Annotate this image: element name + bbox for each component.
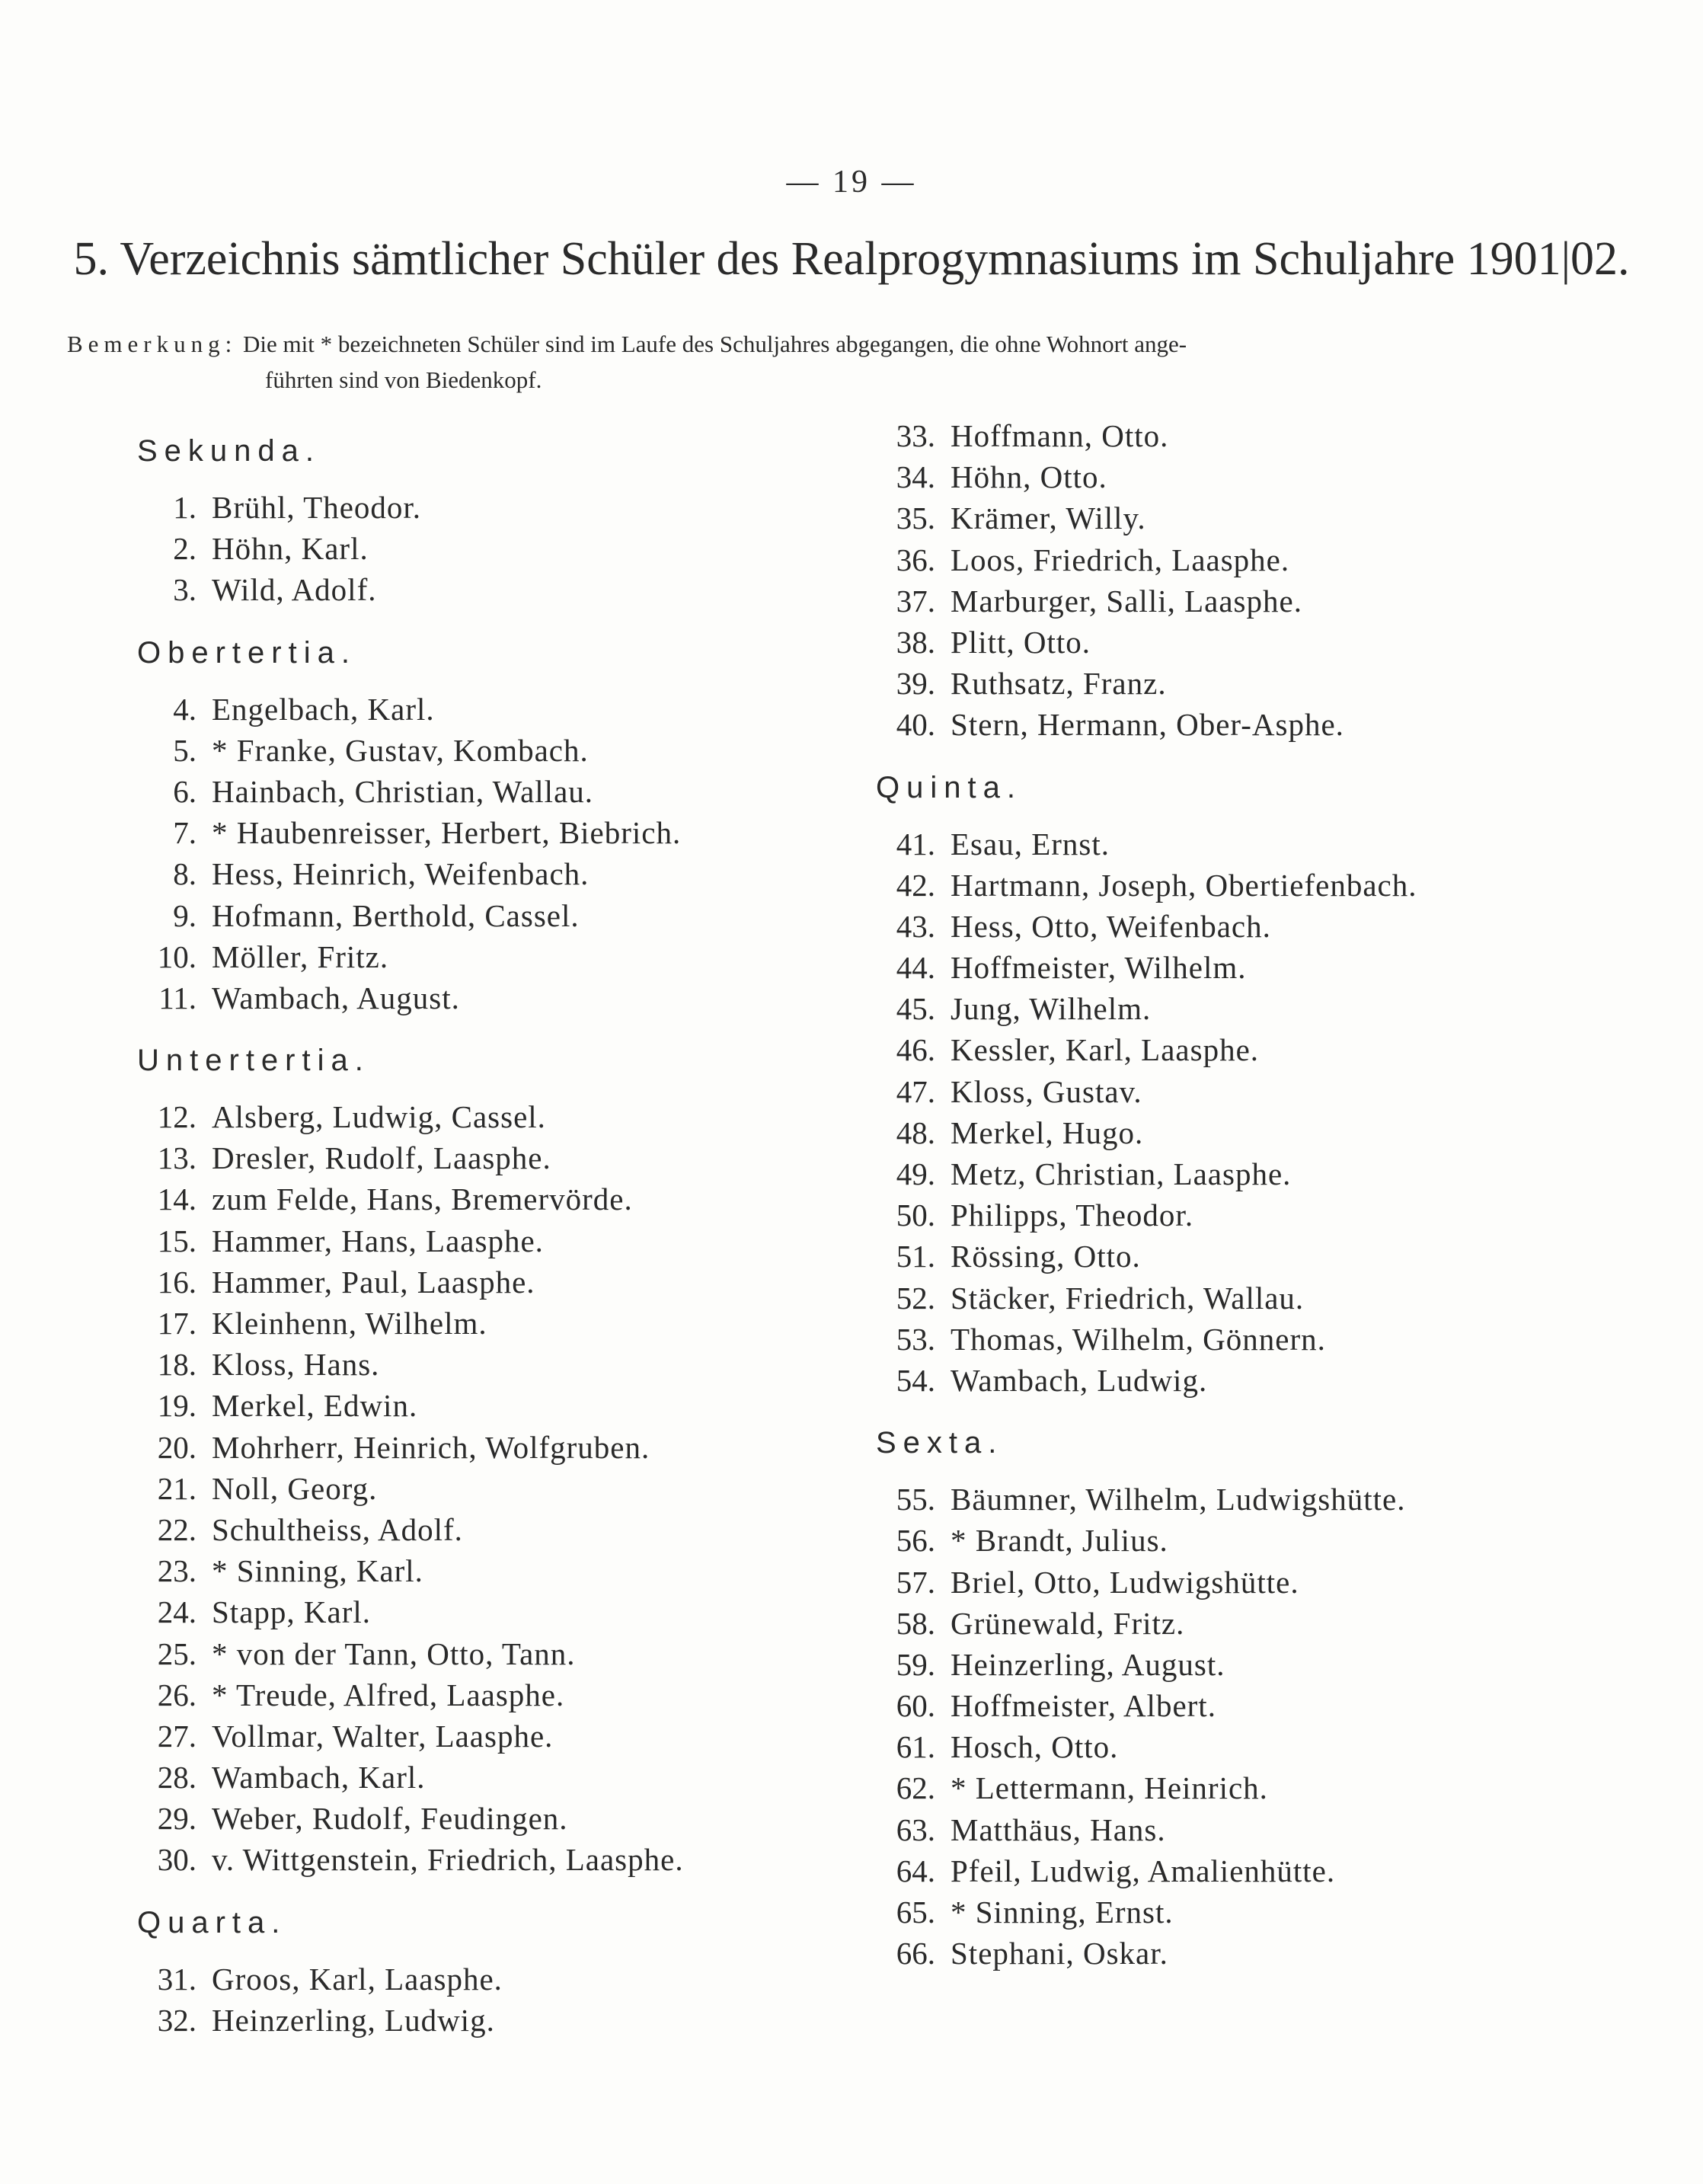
student-name: Stephani, Oskar. (951, 1936, 1168, 1971)
student-number: 30. (157, 1842, 196, 1878)
student-name: Wambach, Karl. (212, 1760, 426, 1795)
student-name: Weber, Rudolf, Feudingen. (212, 1801, 568, 1837)
student-number: 41. (896, 826, 935, 862)
student-name: Hess, Heinrich, Weifenbach. (212, 856, 590, 892)
student-name: Marburger, Salli, Laasphe. (951, 583, 1302, 619)
remark-text: Die mit * bezeichneten Schüler sind im Laufe des Schuljahres abgegangen, die ohne Wohnort ange- (243, 331, 1187, 357)
student-number: 13. (157, 1140, 196, 1176)
student-number: 51. (896, 1239, 935, 1274)
list-item (137, 1674, 784, 1716)
list-item (137, 1385, 784, 1426)
section-heading: Quarta. (137, 1905, 287, 1939)
section-heading: Obertertia. (137, 635, 356, 670)
student-number: 21. (157, 1470, 196, 1506)
right-column (876, 415, 1561, 1974)
student-name: Thomas, Wilhelm, Gönnern. (951, 1321, 1326, 1357)
student-name: Grünewald, Fritz. (951, 1605, 1185, 1641)
student-number: 31. (157, 1961, 196, 1997)
student-name: Höhn, Otto. (951, 459, 1107, 495)
student-name: Kleinhenn, Wilhelm. (212, 1306, 487, 1341)
student-name: Wild, Adolf. (212, 572, 377, 608)
student-name: Matthäus, Hans. (951, 1811, 1166, 1847)
list-item (137, 1716, 784, 1757)
list-item (137, 1550, 784, 1591)
student-name: Möller, Fritz. (212, 939, 389, 974)
page-number: — 19 — (786, 165, 917, 200)
student-number: 34. (896, 459, 935, 495)
list-item (876, 456, 1561, 497)
list-item (137, 1220, 784, 1261)
list-item (137, 771, 784, 812)
student-name: Pfeil, Ludwig, Amalienhütte. (951, 1853, 1336, 1888)
student-number: 20. (157, 1429, 196, 1465)
student-name: Merkel, Hugo. (951, 1114, 1144, 1150)
student-number: 33. (896, 418, 935, 453)
list-item (876, 1194, 1561, 1236)
student-number: 47. (896, 1073, 935, 1109)
student-name: Briel, Otto, Ludwigshütte. (951, 1564, 1299, 1600)
list-item (876, 1603, 1561, 1644)
student-name: Wambach, August. (212, 980, 460, 1015)
student-name: Vollmar, Walter, Laasphe. (212, 1718, 554, 1754)
student-list (137, 1096, 784, 1881)
student-number: 38. (896, 624, 935, 660)
student-name: Stäcker, Friedrich, Wallau. (951, 1280, 1305, 1316)
list-item (137, 1798, 784, 1839)
list-item (137, 1178, 784, 1220)
student-number: 44. (896, 950, 935, 986)
student-number: 57. (896, 1564, 935, 1600)
student-list (137, 487, 784, 611)
student-number: 37. (896, 583, 935, 619)
list-item (876, 1112, 1561, 1153)
list-item (137, 1839, 784, 1880)
list-item (137, 730, 784, 771)
remark (67, 326, 1644, 398)
list-item (137, 2000, 784, 2041)
student-number: 56. (896, 1523, 935, 1559)
list-item (137, 1137, 784, 1178)
list-item (876, 1479, 1561, 1520)
list-item (876, 663, 1561, 704)
list-item (137, 977, 784, 1018)
list-item (876, 1153, 1561, 1194)
student-number: 27. (157, 1718, 196, 1754)
section-heading: Sexta. (876, 1426, 1004, 1460)
list-item (876, 1071, 1561, 1112)
student-list (876, 415, 1561, 746)
student-number: 29. (157, 1801, 196, 1837)
student-number: 64. (896, 1853, 935, 1888)
list-item (876, 1319, 1561, 1360)
list-item (876, 497, 1561, 539)
student-name: Merkel, Edwin. (212, 1388, 418, 1424)
student-list (876, 1479, 1561, 1974)
student-number: 18. (157, 1347, 196, 1383)
student-name: Bäumner, Wilhelm, Ludwigshütte. (951, 1482, 1406, 1517)
student-name: v. Wittgenstein, Friedrich, Laasphe. (212, 1842, 684, 1878)
student-number: 59. (896, 1646, 935, 1682)
list-item (137, 936, 784, 977)
list-item (137, 1427, 784, 1468)
student-number: 53. (896, 1321, 935, 1357)
list-item (876, 580, 1561, 622)
list-item (876, 622, 1561, 663)
list-item (876, 539, 1561, 580)
student-number: 17. (157, 1306, 196, 1341)
student-name: Brühl, Theodor. (212, 490, 422, 525)
list-item (137, 1509, 784, 1550)
student-name: Hammer, Hans, Laasphe. (212, 1223, 544, 1258)
student-name: Jung, Wilhelm. (951, 991, 1152, 1027)
list-item (876, 988, 1561, 1029)
list-item (876, 865, 1561, 906)
list-item (137, 1261, 784, 1303)
student-name: Mohrherr, Heinrich, Wolfgruben. (212, 1429, 650, 1465)
student-number: 45. (896, 991, 935, 1027)
student-name: Groos, Karl, Laasphe. (212, 1961, 503, 1997)
student-number: 42. (896, 867, 935, 903)
student-number: 16. (157, 1264, 196, 1300)
list-item (876, 1933, 1561, 1974)
student-number: 52. (896, 1280, 935, 1316)
student-name: Kloss, Gustav. (951, 1073, 1142, 1109)
list-item (876, 1891, 1561, 1933)
list-item (137, 569, 784, 610)
student-number: 65. (896, 1895, 935, 1930)
list-item (876, 1767, 1561, 1808)
list-item (876, 823, 1561, 865)
student-number: 26. (157, 1677, 196, 1712)
list-item (876, 1360, 1561, 1401)
list-item (137, 1096, 784, 1137)
student-name: Philipps, Theodor. (951, 1198, 1194, 1233)
student-name: Dresler, Rudolf, Laasphe. (212, 1140, 551, 1176)
student-name: Rössing, Otto. (951, 1239, 1141, 1274)
student-name: Heinzerling, Ludwig. (212, 2002, 495, 2038)
student-number: 4. (173, 691, 196, 727)
left-column (137, 415, 784, 2041)
student-name: Heinzerling, August. (951, 1646, 1225, 1682)
list-item (137, 853, 784, 894)
student-number: 2. (173, 531, 196, 567)
student-number: 3. (173, 572, 196, 608)
student-number: 48. (896, 1114, 935, 1150)
student-number: 55. (896, 1482, 935, 1517)
student-list (137, 689, 784, 1019)
list-item (137, 1757, 784, 1798)
student-name: Hosch, Otto. (951, 1729, 1119, 1765)
student-name: Hartmann, Joseph, Obertiefenbach. (951, 867, 1417, 903)
list-item (137, 1591, 784, 1632)
list-item (876, 1685, 1561, 1726)
student-number: 22. (157, 1511, 196, 1547)
student-list (137, 1959, 784, 2041)
list-item (876, 1850, 1561, 1891)
section-heading: Quinta. (876, 770, 1022, 804)
list-item (876, 1726, 1561, 1767)
student-name: Stern, Hermann, Ober-Asphe. (951, 707, 1344, 743)
student-name: Alsberg, Ludwig, Cassel. (212, 1099, 546, 1135)
list-item (876, 704, 1561, 745)
student-name: * von der Tann, Otto, Tann. (212, 1636, 576, 1671)
list-item (876, 1644, 1561, 1685)
student-number: 58. (896, 1605, 935, 1641)
student-name: Hoffmeister, Albert. (951, 1688, 1216, 1724)
student-number: 25. (157, 1636, 196, 1671)
student-number: 36. (896, 542, 935, 577)
student-number: 28. (157, 1760, 196, 1795)
student-name: Kessler, Karl, Laasphe. (951, 1032, 1260, 1068)
section-heading: Untertertia. (137, 1044, 370, 1078)
student-name: * Brandt, Julius. (951, 1523, 1168, 1559)
student-name: * Sinning, Karl. (212, 1553, 423, 1589)
list-item (876, 415, 1561, 456)
student-number: 61. (896, 1729, 935, 1765)
student-name: Hess, Otto, Weifenbach. (951, 908, 1271, 944)
student-name: Wambach, Ludwig. (951, 1362, 1208, 1398)
student-name: Loos, Friedrich, Laasphe. (951, 542, 1290, 577)
student-number: 11. (158, 980, 196, 1015)
student-number: 9. (173, 897, 196, 933)
list-item (137, 895, 784, 936)
student-number: 40. (896, 707, 935, 743)
student-number: 35. (896, 500, 935, 536)
list-item (876, 1562, 1561, 1603)
student-name: Hainbach, Christian, Wallau. (212, 773, 594, 809)
section-heading: Sekunda. (137, 434, 321, 468)
student-name: Noll, Georg. (212, 1470, 378, 1506)
list-item (876, 1277, 1561, 1319)
list-item (876, 947, 1561, 988)
student-name: Stapp, Karl. (212, 1594, 371, 1630)
list-item (137, 487, 784, 528)
student-number: 24. (157, 1594, 196, 1630)
student-name: Plitt, Otto. (951, 624, 1091, 660)
student-number: 32. (157, 2002, 196, 2038)
student-number: 63. (896, 1811, 935, 1847)
student-name: Kloss, Hans. (212, 1347, 380, 1383)
student-name: Ruthsatz, Franz. (951, 666, 1167, 702)
student-name: Hofmann, Berthold, Cassel. (212, 897, 580, 933)
list-item (137, 812, 784, 853)
list-item (137, 1344, 784, 1385)
remark-label: Bemerkung: (67, 331, 238, 357)
student-name: Höhn, Karl. (212, 531, 369, 567)
page-title: 5. Verzeichnis sämtlicher Schüler des Realprogymnasiums im Schuljahre 1901|02. (73, 233, 1630, 285)
list-item (876, 1809, 1561, 1850)
list-item (137, 528, 784, 569)
student-name: * Haubenreisser, Herbert, Biebrich. (212, 815, 682, 851)
student-number: 12. (157, 1099, 196, 1135)
student-name: Schultheiss, Adolf. (212, 1511, 463, 1547)
student-number: 43. (896, 908, 935, 944)
list-item (137, 689, 784, 730)
student-number: 10. (157, 939, 196, 974)
student-number: 8. (173, 856, 196, 892)
student-number: 14. (157, 1182, 196, 1217)
student-name: Hoffmann, Otto. (951, 418, 1169, 453)
student-name: Hoffmeister, Wilhelm. (951, 950, 1247, 986)
list-item (876, 1520, 1561, 1561)
student-number: 60. (896, 1688, 935, 1724)
student-name: * Sinning, Ernst. (951, 1895, 1174, 1930)
list-item (137, 1468, 784, 1509)
student-number: 66. (896, 1936, 935, 1971)
student-number: 54. (896, 1362, 935, 1398)
student-number: 62. (896, 1770, 935, 1806)
student-name: Metz, Christian, Laasphe. (951, 1156, 1292, 1191)
list-item (137, 1959, 784, 2000)
student-number: 23. (157, 1553, 196, 1589)
list-item (137, 1633, 784, 1674)
list-item (876, 1236, 1561, 1277)
list-item (876, 906, 1561, 947)
remark-text-continued: führten sind von Biedenkopf. (265, 366, 542, 393)
student-name: * Treude, Alfred, Laasphe. (212, 1677, 565, 1712)
student-name: Engelbach, Karl. (212, 691, 435, 727)
student-number: 7. (173, 815, 196, 851)
student-number: 6. (173, 773, 196, 809)
student-number: 1. (173, 490, 196, 525)
student-name: Esau, Ernst. (951, 826, 1110, 862)
student-number: 39. (896, 666, 935, 702)
student-number: 46. (896, 1032, 935, 1068)
student-name: Hammer, Paul, Laasphe. (212, 1264, 535, 1300)
list-item (137, 1303, 784, 1344)
list-item (876, 1029, 1561, 1070)
student-number: 5. (173, 732, 196, 768)
student-list (876, 823, 1561, 1402)
student-name: Krämer, Willy. (951, 500, 1146, 536)
student-name: * Franke, Gustav, Kombach. (212, 732, 589, 768)
student-name: zum Felde, Hans, Bremervörde. (212, 1182, 633, 1217)
student-number: 49. (896, 1156, 935, 1191)
student-number: 19. (157, 1388, 196, 1424)
student-name: * Lettermann, Heinrich. (951, 1770, 1268, 1806)
student-number: 50. (896, 1198, 935, 1233)
student-number: 15. (157, 1223, 196, 1258)
